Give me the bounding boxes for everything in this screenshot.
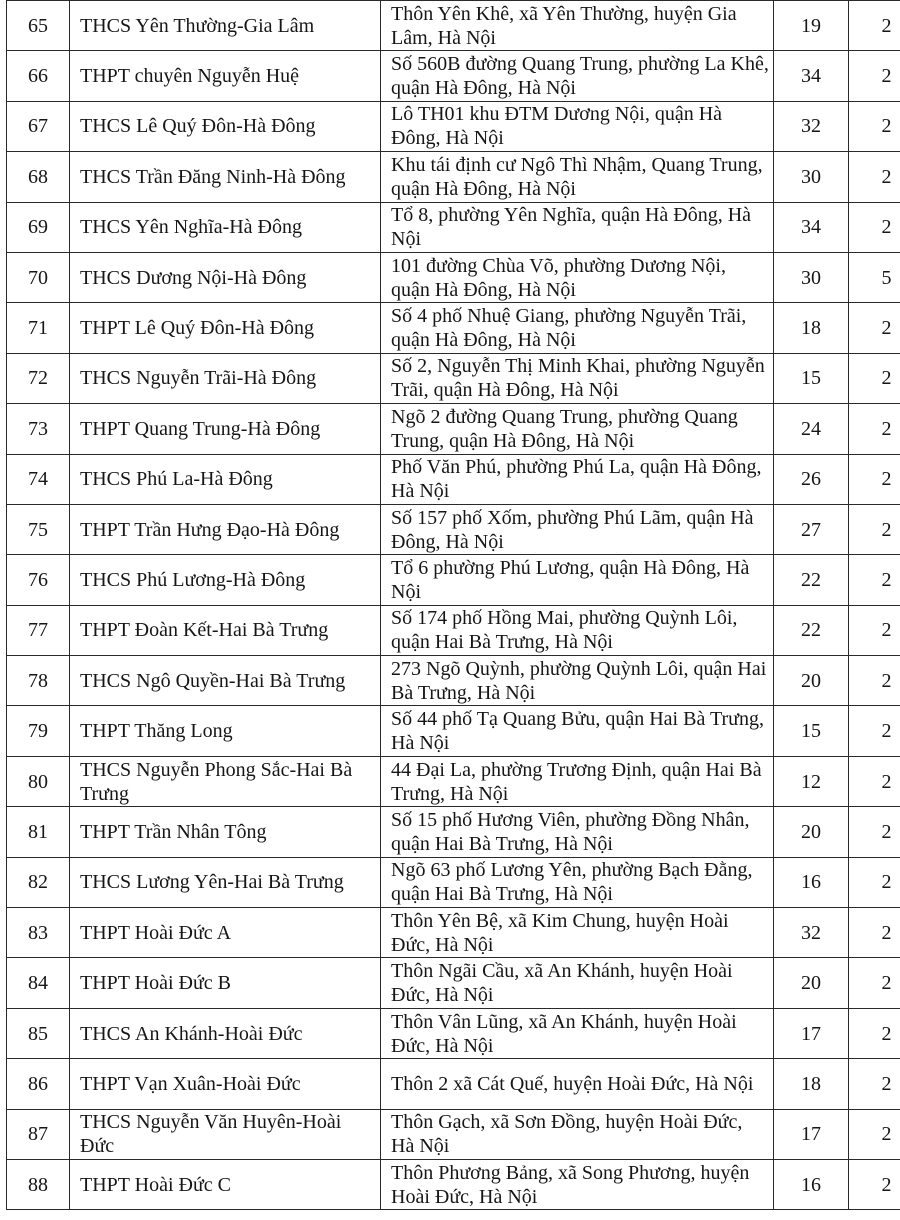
count-cell-text: 2	[881, 1072, 892, 1095]
count-cell-text: 2	[881, 871, 892, 894]
value-cell	[774, 1008, 849, 1058]
count-cell	[849, 504, 900, 554]
school-name-text: THPT Lê Quý Đôn-Hà Đông	[80, 317, 315, 340]
school-address	[381, 152, 774, 202]
school-address	[381, 1008, 774, 1058]
school-address-text: 273 Ngõ Quỳnh, phường Quỳnh Lôi, quận Hai Bà Trưng, Hà Nội	[391, 657, 767, 704]
row-number	[7, 404, 70, 454]
school-address-text: Số 4 phố Nhuệ Giang, phường Nguyễn Trãi, quận Hà Đông, Hà Nội	[391, 305, 747, 352]
table-row	[7, 1109, 900, 1159]
row-number	[7, 1008, 70, 1058]
school-address-text: Số 157 phố Xốm, phường Phú Lãm, quận Hà Đông, Hà Nội	[391, 506, 754, 553]
school-name-text: THCS Ngô Quyền-Hai Bà Trưng	[80, 669, 346, 692]
school-name-text: THCS Trần Đăng Ninh-Hà Đông	[80, 165, 346, 188]
school-address	[381, 857, 774, 907]
count-cell-text: 2	[881, 770, 892, 793]
school-address-text: 101 đường Chùa Võ, phường Dương Nội, quận Hà Đông, Hà Nội	[391, 254, 726, 301]
count-cell	[849, 353, 900, 403]
school-name-text: THPT Vạn Xuân-Hoài Đức	[80, 1072, 301, 1095]
row-number-text: 67	[28, 115, 48, 138]
value-cell	[774, 807, 849, 857]
value-cell	[774, 152, 849, 202]
row-number	[7, 152, 70, 202]
value-cell	[774, 101, 849, 151]
row-number	[7, 807, 70, 857]
count-cell-text: 2	[881, 115, 892, 138]
value-cell	[774, 706, 849, 756]
school-name-text: THCS Dương Nội-Hà Đông	[80, 266, 307, 289]
table-row	[7, 353, 900, 403]
row-number-text: 75	[28, 518, 48, 541]
value-cell	[774, 51, 849, 101]
school-name	[70, 1, 381, 51]
school-name	[70, 454, 381, 504]
table-row	[7, 605, 900, 655]
table-row	[7, 101, 900, 151]
row-number-text: 79	[28, 720, 48, 743]
school-address-text: Khu tái định cư Ngô Thì Nhậm, Quang Trung, quận Hà Đông, Hà Nội	[391, 153, 763, 200]
value-cell-text: 16	[801, 1173, 821, 1196]
value-cell-text: 22	[801, 568, 821, 591]
school-address-text: Lô TH01 khu ĐTM Dương Nội, quận Hà Đông, Hà Nội	[391, 103, 723, 150]
school-name	[70, 908, 381, 958]
value-cell	[774, 303, 849, 353]
count-cell	[849, 555, 900, 605]
school-address	[381, 504, 774, 554]
school-address-text: Số 174 phố Hồng Mai, phường Quỳnh Lôi, quận Hai Bà Trưng, Hà Nội	[391, 607, 738, 654]
school-address-text: Phố Văn Phú, phường Phú La, quận Hà Đông, Hà Nội	[391, 456, 762, 503]
count-cell-text: 2	[881, 367, 892, 390]
school-name-text: THPT Thăng Long	[80, 720, 233, 743]
count-cell-text: 2	[881, 65, 892, 88]
table-row	[7, 404, 900, 454]
count-cell	[849, 908, 900, 958]
value-cell-text: 19	[801, 14, 821, 37]
count-cell-text: 2	[881, 1022, 892, 1045]
row-number-text: 78	[28, 669, 48, 692]
value-cell-text: 20	[801, 972, 821, 995]
value-cell	[774, 252, 849, 302]
school-name	[70, 504, 381, 554]
school-name	[70, 1159, 381, 1209]
school-address-text: 44 Đại La, phường Trương Định, quận Hai Bà Trưng, Hà Nội	[391, 758, 762, 805]
row-number	[7, 202, 70, 252]
count-cell	[849, 303, 900, 353]
school-address	[381, 807, 774, 857]
value-cell-text: 20	[801, 669, 821, 692]
value-cell-text: 20	[801, 820, 821, 843]
table-row	[7, 454, 900, 504]
value-cell-text: 30	[801, 165, 821, 188]
row-number	[7, 656, 70, 706]
table-row	[7, 1008, 900, 1058]
school-name	[70, 1059, 381, 1109]
row-number	[7, 51, 70, 101]
count-cell	[849, 1059, 900, 1109]
row-number-text: 68	[28, 165, 48, 188]
row-number	[7, 605, 70, 655]
count-cell-text: 2	[881, 14, 892, 37]
school-name	[70, 706, 381, 756]
school-name-text: THCS Phú La-Hà Đông	[80, 468, 273, 491]
row-number-text: 85	[28, 1022, 48, 1045]
value-cell	[774, 504, 849, 554]
table-row	[7, 1059, 900, 1109]
school-name	[70, 555, 381, 605]
count-cell	[849, 152, 900, 202]
value-cell-text: 32	[801, 921, 821, 944]
school-name-text: THCS Yên Nghĩa-Hà Đông	[80, 216, 303, 239]
count-cell	[849, 756, 900, 806]
count-cell	[849, 454, 900, 504]
school-name	[70, 656, 381, 706]
value-cell-text: 30	[801, 266, 821, 289]
school-name-text: THCS Nguyễn Trãi-Hà Đông	[80, 367, 317, 390]
row-number	[7, 454, 70, 504]
value-cell	[774, 1059, 849, 1109]
school-name	[70, 353, 381, 403]
row-number	[7, 504, 70, 554]
value-cell-text: 26	[801, 468, 821, 491]
row-number	[7, 303, 70, 353]
row-number	[7, 252, 70, 302]
value-cell-text: 12	[801, 770, 821, 793]
count-cell-text: 2	[881, 1173, 892, 1196]
value-cell-text: 18	[801, 1072, 821, 1095]
value-cell-text: 34	[801, 65, 821, 88]
row-number	[7, 706, 70, 756]
table-row	[7, 51, 900, 101]
school-name-text: THPT Đoàn Kết-Hai Bà Trưng	[80, 619, 329, 642]
value-cell-text: 15	[801, 367, 821, 390]
table-row	[7, 958, 900, 1008]
school-name	[70, 101, 381, 151]
row-number	[7, 353, 70, 403]
school-address	[381, 202, 774, 252]
count-cell	[849, 1008, 900, 1058]
row-number	[7, 555, 70, 605]
table-row	[7, 152, 900, 202]
school-address-text: Thôn Yên Bệ, xã Kim Chung, huyện Hoài Đức, Hà Nội	[391, 909, 729, 956]
school-name-text: THCS Nguyễn Phong Sắc-Hai Bà Trưng	[80, 758, 353, 805]
count-cell	[849, 1109, 900, 1159]
value-cell	[774, 857, 849, 907]
school-name	[70, 152, 381, 202]
school-name-text: THCS Phú Lương-Hà Đông	[80, 568, 306, 591]
count-cell-text: 2	[881, 921, 892, 944]
school-address-text: Số 15 phố Hương Viên, phường Đồng Nhân, quận Hai Bà Trưng, Hà Nội	[391, 808, 750, 855]
school-name-text: THPT Hoài Đức A	[80, 921, 232, 944]
value-cell	[774, 908, 849, 958]
count-cell	[849, 857, 900, 907]
school-address	[381, 958, 774, 1008]
count-cell-text: 2	[881, 1123, 892, 1146]
school-name	[70, 252, 381, 302]
school-name	[70, 51, 381, 101]
count-cell	[849, 404, 900, 454]
school-name	[70, 1109, 381, 1159]
count-cell-text: 2	[881, 317, 892, 340]
value-cell	[774, 404, 849, 454]
school-name	[70, 958, 381, 1008]
school-address	[381, 404, 774, 454]
row-number	[7, 958, 70, 1008]
table-row	[7, 1159, 900, 1209]
count-cell	[849, 1, 900, 51]
value-cell-text: 32	[801, 115, 821, 138]
school-name	[70, 857, 381, 907]
school-address-text: Thôn Gạch, xã Sơn Đồng, huyện Hoài Đức, Hà Nội	[391, 1111, 743, 1158]
school-address	[381, 353, 774, 403]
value-cell-text: 24	[801, 417, 821, 440]
value-cell	[774, 756, 849, 806]
row-number	[7, 1159, 70, 1209]
school-name-text: THPT Hoài Đức B	[80, 972, 232, 995]
count-cell-text: 2	[881, 216, 892, 239]
table-row	[7, 504, 900, 554]
value-cell	[774, 1, 849, 51]
school-address	[381, 656, 774, 706]
table-row	[7, 756, 900, 806]
school-name	[70, 202, 381, 252]
row-number-text: 65	[28, 14, 48, 37]
school-address-text: Thôn Yên Khê, xã Yên Thường, huyện Gia Lâm, Hà Nội	[391, 2, 737, 49]
school-address	[381, 101, 774, 151]
school-address	[381, 605, 774, 655]
row-number-text: 76	[28, 568, 48, 591]
school-name-text: THPT Trần Hưng Đạo-Hà Đông	[80, 518, 340, 541]
count-cell-text: 2	[881, 820, 892, 843]
school-address	[381, 303, 774, 353]
count-cell-text: 5	[881, 266, 892, 289]
school-address	[381, 555, 774, 605]
count-cell-text: 2	[881, 518, 892, 541]
row-number-text: 84	[28, 972, 48, 995]
school-address-text: Số 2, Nguyễn Thị Minh Khai, phường Nguyễn Trãi, quận Hà Đông, Hà Nội	[391, 355, 765, 402]
row-number-text: 80	[28, 770, 48, 793]
school-address-text: Tổ 6 phường Phú Lương, quận Hà Đông, Hà Nội	[391, 556, 750, 603]
school-table-body	[7, 1, 900, 1210]
value-cell	[774, 555, 849, 605]
school-address-text: Số 44 phố Tạ Quang Bửu, quận Hai Bà Trưng, Hà Nội	[391, 708, 764, 755]
count-cell-text: 2	[881, 972, 892, 995]
value-cell-text: 16	[801, 871, 821, 894]
value-cell-text: 17	[801, 1123, 821, 1146]
row-number-text: 73	[28, 417, 48, 440]
value-cell-text: 27	[801, 518, 821, 541]
count-cell-text: 2	[881, 669, 892, 692]
count-cell-text: 2	[881, 619, 892, 642]
value-cell	[774, 454, 849, 504]
value-cell	[774, 353, 849, 403]
value-cell	[774, 1159, 849, 1209]
school-name-text: THPT Quang Trung-Hà Đông	[80, 417, 321, 440]
row-number-text: 72	[28, 367, 48, 390]
value-cell-text: 17	[801, 1022, 821, 1045]
count-cell	[849, 1159, 900, 1209]
value-cell	[774, 605, 849, 655]
count-cell	[849, 807, 900, 857]
count-cell	[849, 252, 900, 302]
value-cell-text: 22	[801, 619, 821, 642]
row-number	[7, 908, 70, 958]
document-page	[6, 0, 895, 1218]
school-name	[70, 404, 381, 454]
value-cell-text: 15	[801, 720, 821, 743]
school-address	[381, 1159, 774, 1209]
school-address	[381, 252, 774, 302]
row-number-text: 81	[28, 820, 48, 843]
row-number-text: 66	[28, 65, 48, 88]
school-name-text: THPT Hoài Đức C	[80, 1173, 232, 1196]
count-cell-text: 2	[881, 165, 892, 188]
row-number-text: 87	[28, 1123, 48, 1146]
school-name	[70, 756, 381, 806]
school-table	[6, 0, 900, 1210]
school-address	[381, 1059, 774, 1109]
row-number	[7, 756, 70, 806]
count-cell-text: 2	[881, 417, 892, 440]
count-cell	[849, 202, 900, 252]
value-cell	[774, 656, 849, 706]
school-address	[381, 706, 774, 756]
count-cell	[849, 656, 900, 706]
count-cell	[849, 605, 900, 655]
count-cell	[849, 958, 900, 1008]
row-number-text: 70	[28, 266, 48, 289]
row-number-text: 69	[28, 216, 48, 239]
school-name	[70, 605, 381, 655]
table-row	[7, 857, 900, 907]
school-name-text: THCS Lương Yên-Hai Bà Trưng	[80, 871, 344, 894]
table-row	[7, 555, 900, 605]
count-cell-text: 2	[881, 568, 892, 591]
school-name-text: THCS An Khánh-Hoài Đức	[80, 1022, 303, 1045]
count-cell	[849, 101, 900, 151]
row-number-text: 74	[28, 468, 48, 491]
school-address	[381, 454, 774, 504]
row-number	[7, 857, 70, 907]
value-cell	[774, 202, 849, 252]
school-address-text: Thôn Vân Lũng, xã An Khánh, huyện Hoài Đức, Hà Nội	[391, 1010, 737, 1057]
count-cell-text: 2	[881, 468, 892, 491]
row-number-text: 86	[28, 1072, 48, 1095]
school-address	[381, 1, 774, 51]
row-number	[7, 1059, 70, 1109]
school-name-text: THPT Trần Nhân Tông	[80, 820, 267, 843]
table-row	[7, 908, 900, 958]
count-cell	[849, 51, 900, 101]
school-name-text: THCS Lê Quý Đôn-Hà Đông	[80, 115, 316, 138]
school-address	[381, 756, 774, 806]
school-name-text: THPT chuyên Nguyễn Huệ	[80, 65, 300, 88]
school-name-text: THCS Yên Thường-Gia Lâm	[80, 14, 315, 37]
table-row	[7, 1, 900, 51]
table-row	[7, 202, 900, 252]
table-row	[7, 656, 900, 706]
school-name	[70, 807, 381, 857]
row-number	[7, 101, 70, 151]
table-row	[7, 252, 900, 302]
school-address-text: Thôn 2 xã Cát Quế, huyện Hoài Đức, Hà Nội	[391, 1072, 754, 1095]
row-number-text: 77	[28, 619, 48, 642]
row-number-text: 83	[28, 921, 48, 944]
count-cell-text: 2	[881, 720, 892, 743]
school-address	[381, 1109, 774, 1159]
table-row	[7, 303, 900, 353]
row-number	[7, 1, 70, 51]
table-row	[7, 706, 900, 756]
row-number-text: 71	[28, 317, 48, 340]
value-cell-text: 18	[801, 317, 821, 340]
school-name-text: THCS Nguyễn Văn Huyên-Hoài Đức	[80, 1111, 342, 1158]
school-name	[70, 1008, 381, 1058]
table-row	[7, 807, 900, 857]
row-number	[7, 1109, 70, 1159]
row-number-text: 82	[28, 871, 48, 894]
school-name	[70, 303, 381, 353]
school-address-text: Thôn Ngãi Cầu, xã An Khánh, huyện Hoài Đức, Hà Nội	[391, 960, 733, 1007]
school-address-text: Tổ 8, phường Yên Nghĩa, quận Hà Đông, Hà Nội	[391, 204, 752, 251]
school-address	[381, 908, 774, 958]
row-number-text: 88	[28, 1173, 48, 1196]
school-address	[381, 51, 774, 101]
value-cell	[774, 958, 849, 1008]
school-address-text: Ngõ 63 phố Lương Yên, phường Bạch Đằng, quận Hai Bà Trưng, Hà Nội	[391, 859, 753, 906]
count-cell	[849, 706, 900, 756]
school-address-text: Ngõ 2 đường Quang Trung, phường Quang Trung, quận Hà Đông, Hà Nội	[391, 405, 738, 452]
school-address-text: Số 560B đường Quang Trung, phường La Khê, quận Hà Đông, Hà Nội	[391, 53, 769, 100]
school-address-text: Thôn Phương Bảng, xã Song Phương, huyện Hoài Đức, Hà Nội	[391, 1161, 750, 1208]
value-cell	[774, 1109, 849, 1159]
value-cell-text: 34	[801, 216, 821, 239]
